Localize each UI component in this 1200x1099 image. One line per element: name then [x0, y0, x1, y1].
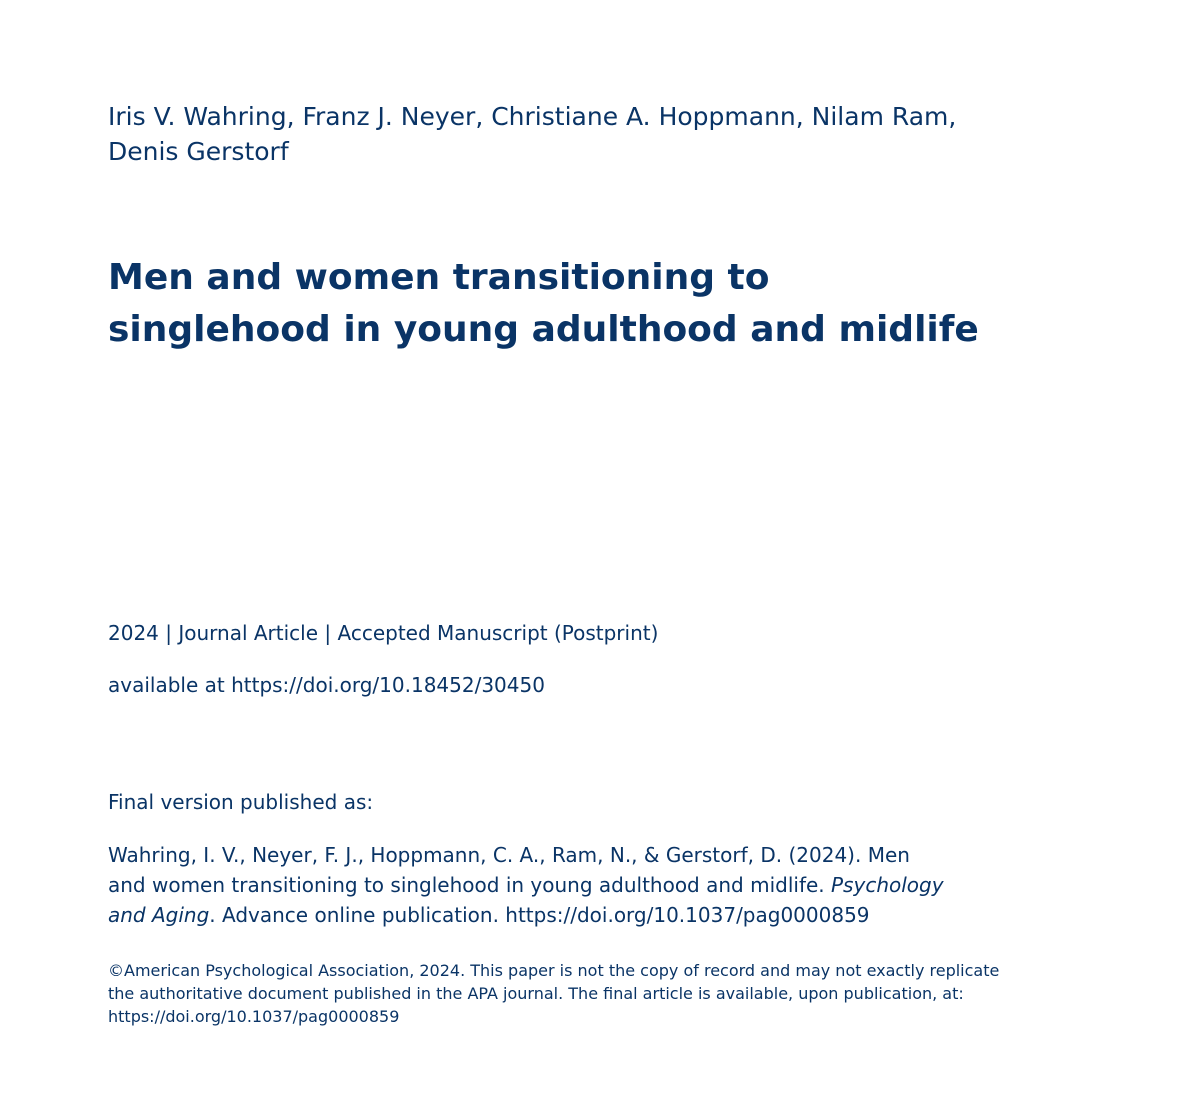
author-list: Iris V. Wahring, Franz J. Neyer, Christiane A. Hoppmann, Nilam Ram, Denis Gerstorf	[108, 102, 957, 166]
citation-journal-part-1: Psychology	[831, 873, 944, 897]
publication-meta: 2024 | Journal Article | Accepted Manuscript (Postprint)	[108, 621, 659, 645]
title-line-2: singlehood in young adulthood and midlife	[108, 309, 979, 350]
citation-authors-line: Wahring, I. V., Neyer, F. J., Hoppmann, C. A., Ram, N., & Gerstorf, D. (2024). Men	[108, 843, 910, 867]
title-line-1: Men and women transitioning to	[108, 257, 770, 298]
document-title	[108, 252, 1108, 356]
citation-title-line	[108, 870, 1038, 900]
citation-title-part: and women transitioning to singlehood in young adulthood and midlife.	[108, 873, 831, 897]
copyright-notice: ©American Psychological Association, 2024. This paper is not the copy of record and may not exactly replicate the authoritative document published in the APA journal. The final article is available, upon publication, at: https://doi.org/10.1037/pag0000859	[108, 961, 1000, 1026]
availability-link[interactable]: available at https://doi.org/10.18452/30450	[108, 673, 545, 697]
citation-journal-line	[108, 900, 1038, 930]
citation-journal-part-2: and Aging	[108, 903, 210, 927]
citation-publication-part[interactable]: . Advance online publication. https://doi.org/10.1037/pag0000859	[209, 903, 870, 927]
citation	[108, 840, 1038, 930]
final-version-label: Final version published as:	[108, 790, 374, 814]
